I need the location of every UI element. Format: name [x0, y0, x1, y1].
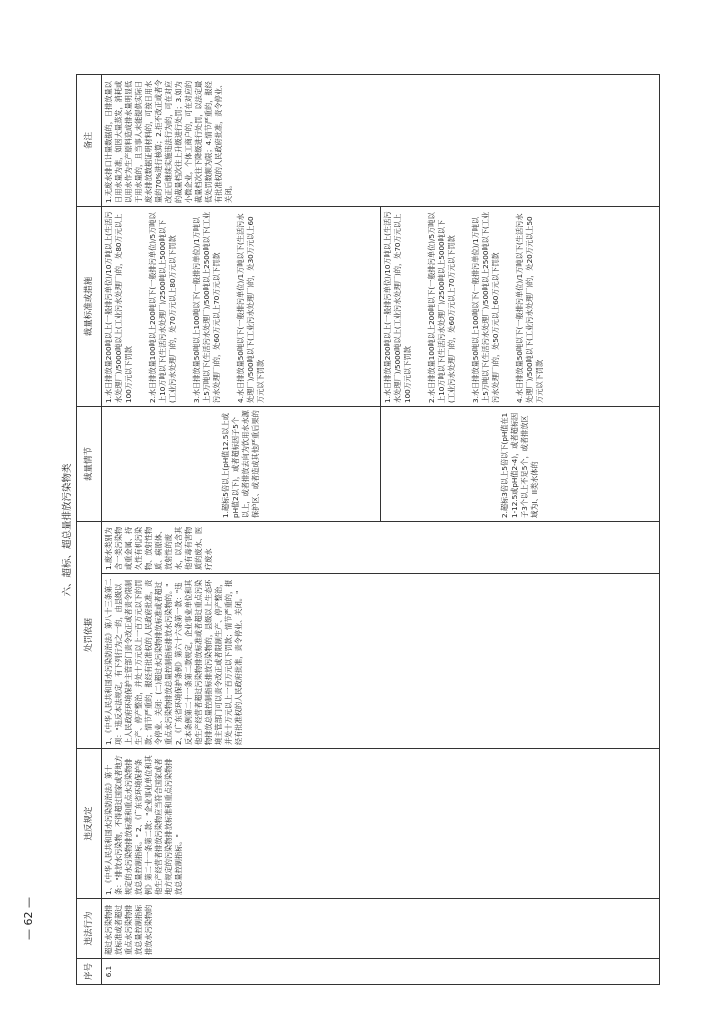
measures-cell-2 — [381, 206, 660, 406]
header-regulation: 违反规定 — [77, 749, 102, 899]
rotated-content — [60, 75, 660, 985]
header-plot: 裁量情节 — [77, 406, 102, 521]
header-notes: 备注 — [77, 74, 102, 206]
header-row — [77, 74, 102, 984]
measure-item: 4.水日排放量50吨以下(一般排污单位)/1万吨以下(生活污水处理厂)/500吨以下(工业污水处理厂)的，处30万元以上60万元以下罚款 — [236, 213, 265, 403]
measure-item: 3.水日排放量50吨以上100吨以下(一般排污单位)/1万吨以上5万吨以下(生活污水处理厂)/500吨以上2500吨以下(工业污水处理厂)的，处60万元以上70万元以下罚款 — [192, 211, 221, 403]
regulation-cell: 1、《中华人民共和国水污染防治法》第十条："排放水污染物，不得超过国家或者地方规定的水污染物排放标准和重点水污染物排放总量控制指标。" 2、《广东省环境保护条例》第二十一条第二款："企业事业单位和其他生产经营者排放污染物应当符合国家或者地方规定的污染物排放标准和重点污染物排放总量控制指标。" — [102, 749, 660, 899]
landscape-sheet — [60, 75, 660, 985]
plot-cell-2: 2.超标3倍以上5倍以下(pH值在11-12.5或pH值2-4)，或者超标因子3个以上不足5个，或者排放区域为I、II类水体的 — [381, 406, 660, 521]
section-title: 六、超标、超总量排放污染物类 — [62, 463, 73, 597]
measure-item: 2.水日排放量100吨以上200吨以下(一般排污单位)/5万吨以上10万吨以下(生活污水处理厂)/2500吨以上5000吨以下(工业污水处理厂)的，处60万元以上70万元以下罚款 — [427, 212, 456, 403]
basis-cell: 1、《中华人民共和国水污染防治法》第八十三条第二项："违反本法规定，有下列行为之一的，由县级以上人民政府环境保护主管部门责令改正或者责令限制生产、停产整治，并处十万元以上一百万元以下的罚款；情节严重的，报经有批准权的人民政府批准，责令停业、关闭：(二)超过水污染物排放标准或者超过重点水污染物排放总量控制指标排放水污染物的。" 2、《广东省环境保护条例》第六十六条第一款："违反本条例第二十一条第二款规定，企业事业单位和其他生产经营者超过污染物排放标准或者超过重点污染物排放总量控制指标排放污染物的，县级以上生态环境主管部门可以责令改正或者限制生产、停产整治，并处十万元以上一百万元以下罚款；情节严重的，报经有批准权的人民政府批准，责令停业、关闭。" — [102, 574, 660, 749]
header-act: 违法行为 — [77, 899, 102, 959]
measure-item: 1.水日排放量200吨以上(一般排污单位)/10万吨以上(生活污水处理厂)/5000吨以上(工业污水处理厂)的，处80万元以上100万元以下罚款 — [104, 211, 133, 403]
plot-cell-1: 1.超标5倍以上(pH值12.5以上或pH值2以下)，或者超标因子5个以上，或者排放去向为饮用水水源保护区、或者造成其他严重后果的 — [102, 406, 381, 521]
header-measures: 裁量标准或措施 — [77, 206, 102, 406]
measure-item: 3.水日排放量50吨以上100吨以下(一般排污单位)/1万吨以上5万吨以下(生活污水处理厂)/500吨以上2500吨以下(工业污水处理厂)的，处50万元以上60万元以下罚款 — [471, 211, 500, 403]
seq-cell: 6.1 — [102, 959, 660, 985]
measure-item: 1.水日排放量200吨以上(一般排污单位)/10万吨以上(生活污水处理厂)/5000吨以上(工业污水处理厂)的，处70万元以上100万元以下罚款 — [383, 211, 412, 403]
measure-item: 2.水日排放量100吨以上200吨以下(一般排污单位)/5万吨以上10万吨以下(生活污水处理厂)/2500吨以上5000吨以下(工业污水处理厂)的，处70万元以上80万元以下罚款 — [148, 212, 177, 403]
measure-item: 4.水日排放量50吨以下(一般排污单位)/1万吨以下(生活污水处理厂)/500吨以下(工业污水处理厂)的，处20万元以上50万元以下罚款 — [515, 213, 544, 403]
header-basis: 处罚依据 — [77, 521, 102, 748]
wastewater-type-cell: 1.废水类别为含一类污染物或重金属、持久性有机污染物、放射性物质、病原体、放射性的废水，以及含其他有毒有害物质的废水、医疗废水 — [102, 521, 660, 573]
act-cell: 超过水污染物排放标准或者超过重点水污染物排放总量控制指标排放水污染物的 — [102, 899, 660, 959]
notes-cell: 1.无废水排口计量数据的，日排放量以日用水量为准，如因大量蒸发，消耗或以用水作为生产原料造成排水量明显低于用水量的，且当事人未能提供实际日废水排放数据证明材料的，可按日用水量的70%进行核算；2.拒不改正或者令改正后继续实施违法行为的，可在对应的裁量档次往上升级进行处罚；3.如为小微企业，个体工商户的，可在对应的裁量档次往下降级进行处罚，以法定最低处罚数额为限；4.情节严重的，报经有批准权的人民政府批准，责令停业、关闭。 — [102, 74, 660, 206]
page-number: — 62 — — [22, 897, 35, 940]
penalty-table — [76, 74, 660, 985]
measures-cell-1 — [102, 206, 381, 406]
header-seq: 序号 — [77, 959, 102, 985]
table-row — [102, 74, 381, 984]
